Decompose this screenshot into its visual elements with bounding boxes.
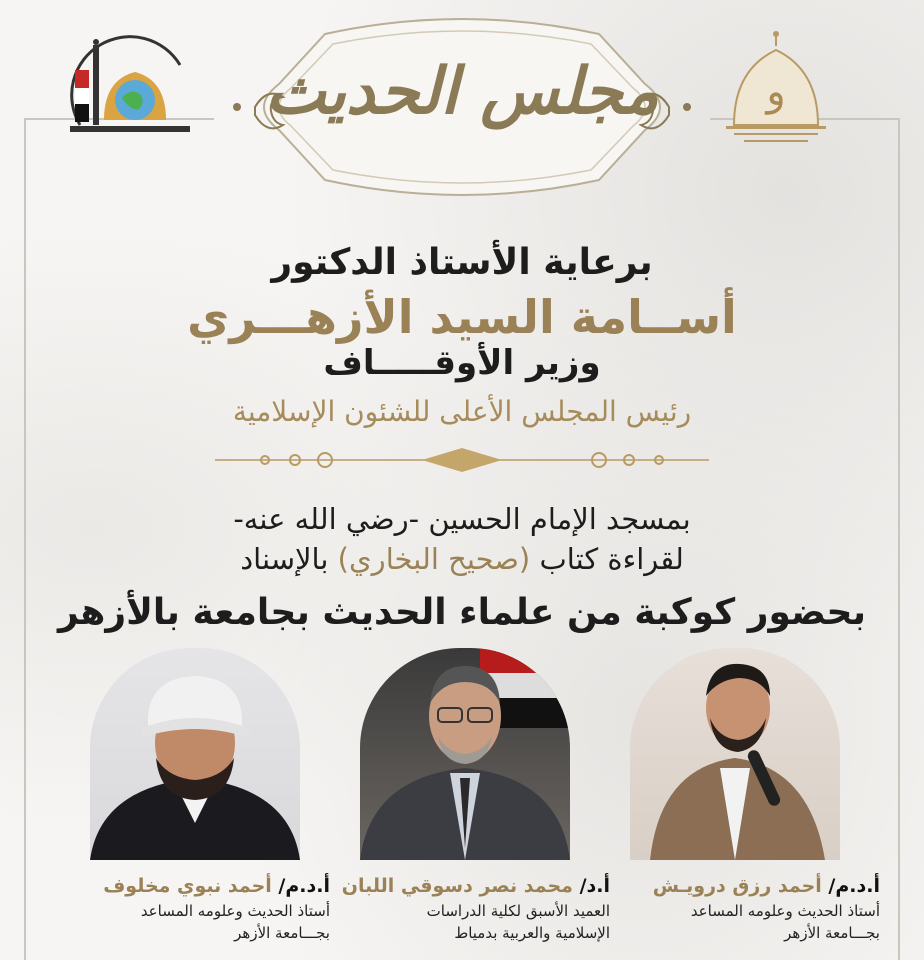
scholar-desc2-1: بجـــامعة الأزهر xyxy=(784,924,880,942)
scholar-fullname-3: أحمد نبوي مخلوف xyxy=(103,875,272,897)
scholar-desc1-1: أستاذ الحديث وعلومه المساعد xyxy=(690,902,880,920)
scholar-desc1-2: العميد الأسبق لكلية الدراسات xyxy=(426,902,610,920)
awqaf-ministry-logo xyxy=(714,30,839,160)
event-attendance: بحضور كوكبة من علماء الحديث بجامعة بالأزهر xyxy=(58,592,866,633)
scholar-desc1-3: أستاذ الحديث وعلومه المساعد xyxy=(140,902,330,920)
supreme-council-logo xyxy=(60,30,200,145)
patron-role: وزير الأوقـــــاف xyxy=(323,343,601,383)
scholar-name-3 xyxy=(103,875,330,897)
scholar-photo-3 xyxy=(90,648,300,860)
event-location: بمسجد الإمام الحسين -رضي الله عنه- xyxy=(233,502,691,536)
patron-line: برعاية الأستاذ الدكتور xyxy=(271,242,653,283)
event-title: مجلس الحديث xyxy=(265,54,659,129)
patron-role-2: رئيس المجلس الأعلى للشئون الإسلامية xyxy=(232,395,692,428)
scholar-name-2 xyxy=(342,875,610,897)
book-title: (صحيح البخاري) xyxy=(337,542,531,576)
event-reading xyxy=(0,542,924,576)
scholar-photo-1 xyxy=(630,648,840,860)
scholar-fullname-2: محمد نصر دسوقي اللبان xyxy=(341,875,573,897)
reading-prefix: لقراءة كتاب xyxy=(539,542,684,576)
scholar-desc2-3: بجـــامعة الأزهر xyxy=(234,924,330,942)
reading-suffix: بالإسناد xyxy=(240,542,329,576)
scholar-fullname-1: أحمد رزق درويـش xyxy=(652,875,822,897)
scholar-desc2-2: الإسلامية والعربية بدمياط xyxy=(454,924,610,942)
scholar-prefix-1: أ.د.م/ xyxy=(828,875,880,897)
scholar-prefix-3: أ.د.م/ xyxy=(278,875,330,897)
scholar-prefix-2: أ.د/ xyxy=(579,875,610,897)
svg-text:و: و xyxy=(766,69,786,115)
patron-name: أســامة السيد الأزهـــري xyxy=(187,290,737,344)
ornamental-divider xyxy=(215,440,709,480)
scholar-photo-2 xyxy=(360,648,570,860)
scholar-name-1 xyxy=(653,875,880,897)
